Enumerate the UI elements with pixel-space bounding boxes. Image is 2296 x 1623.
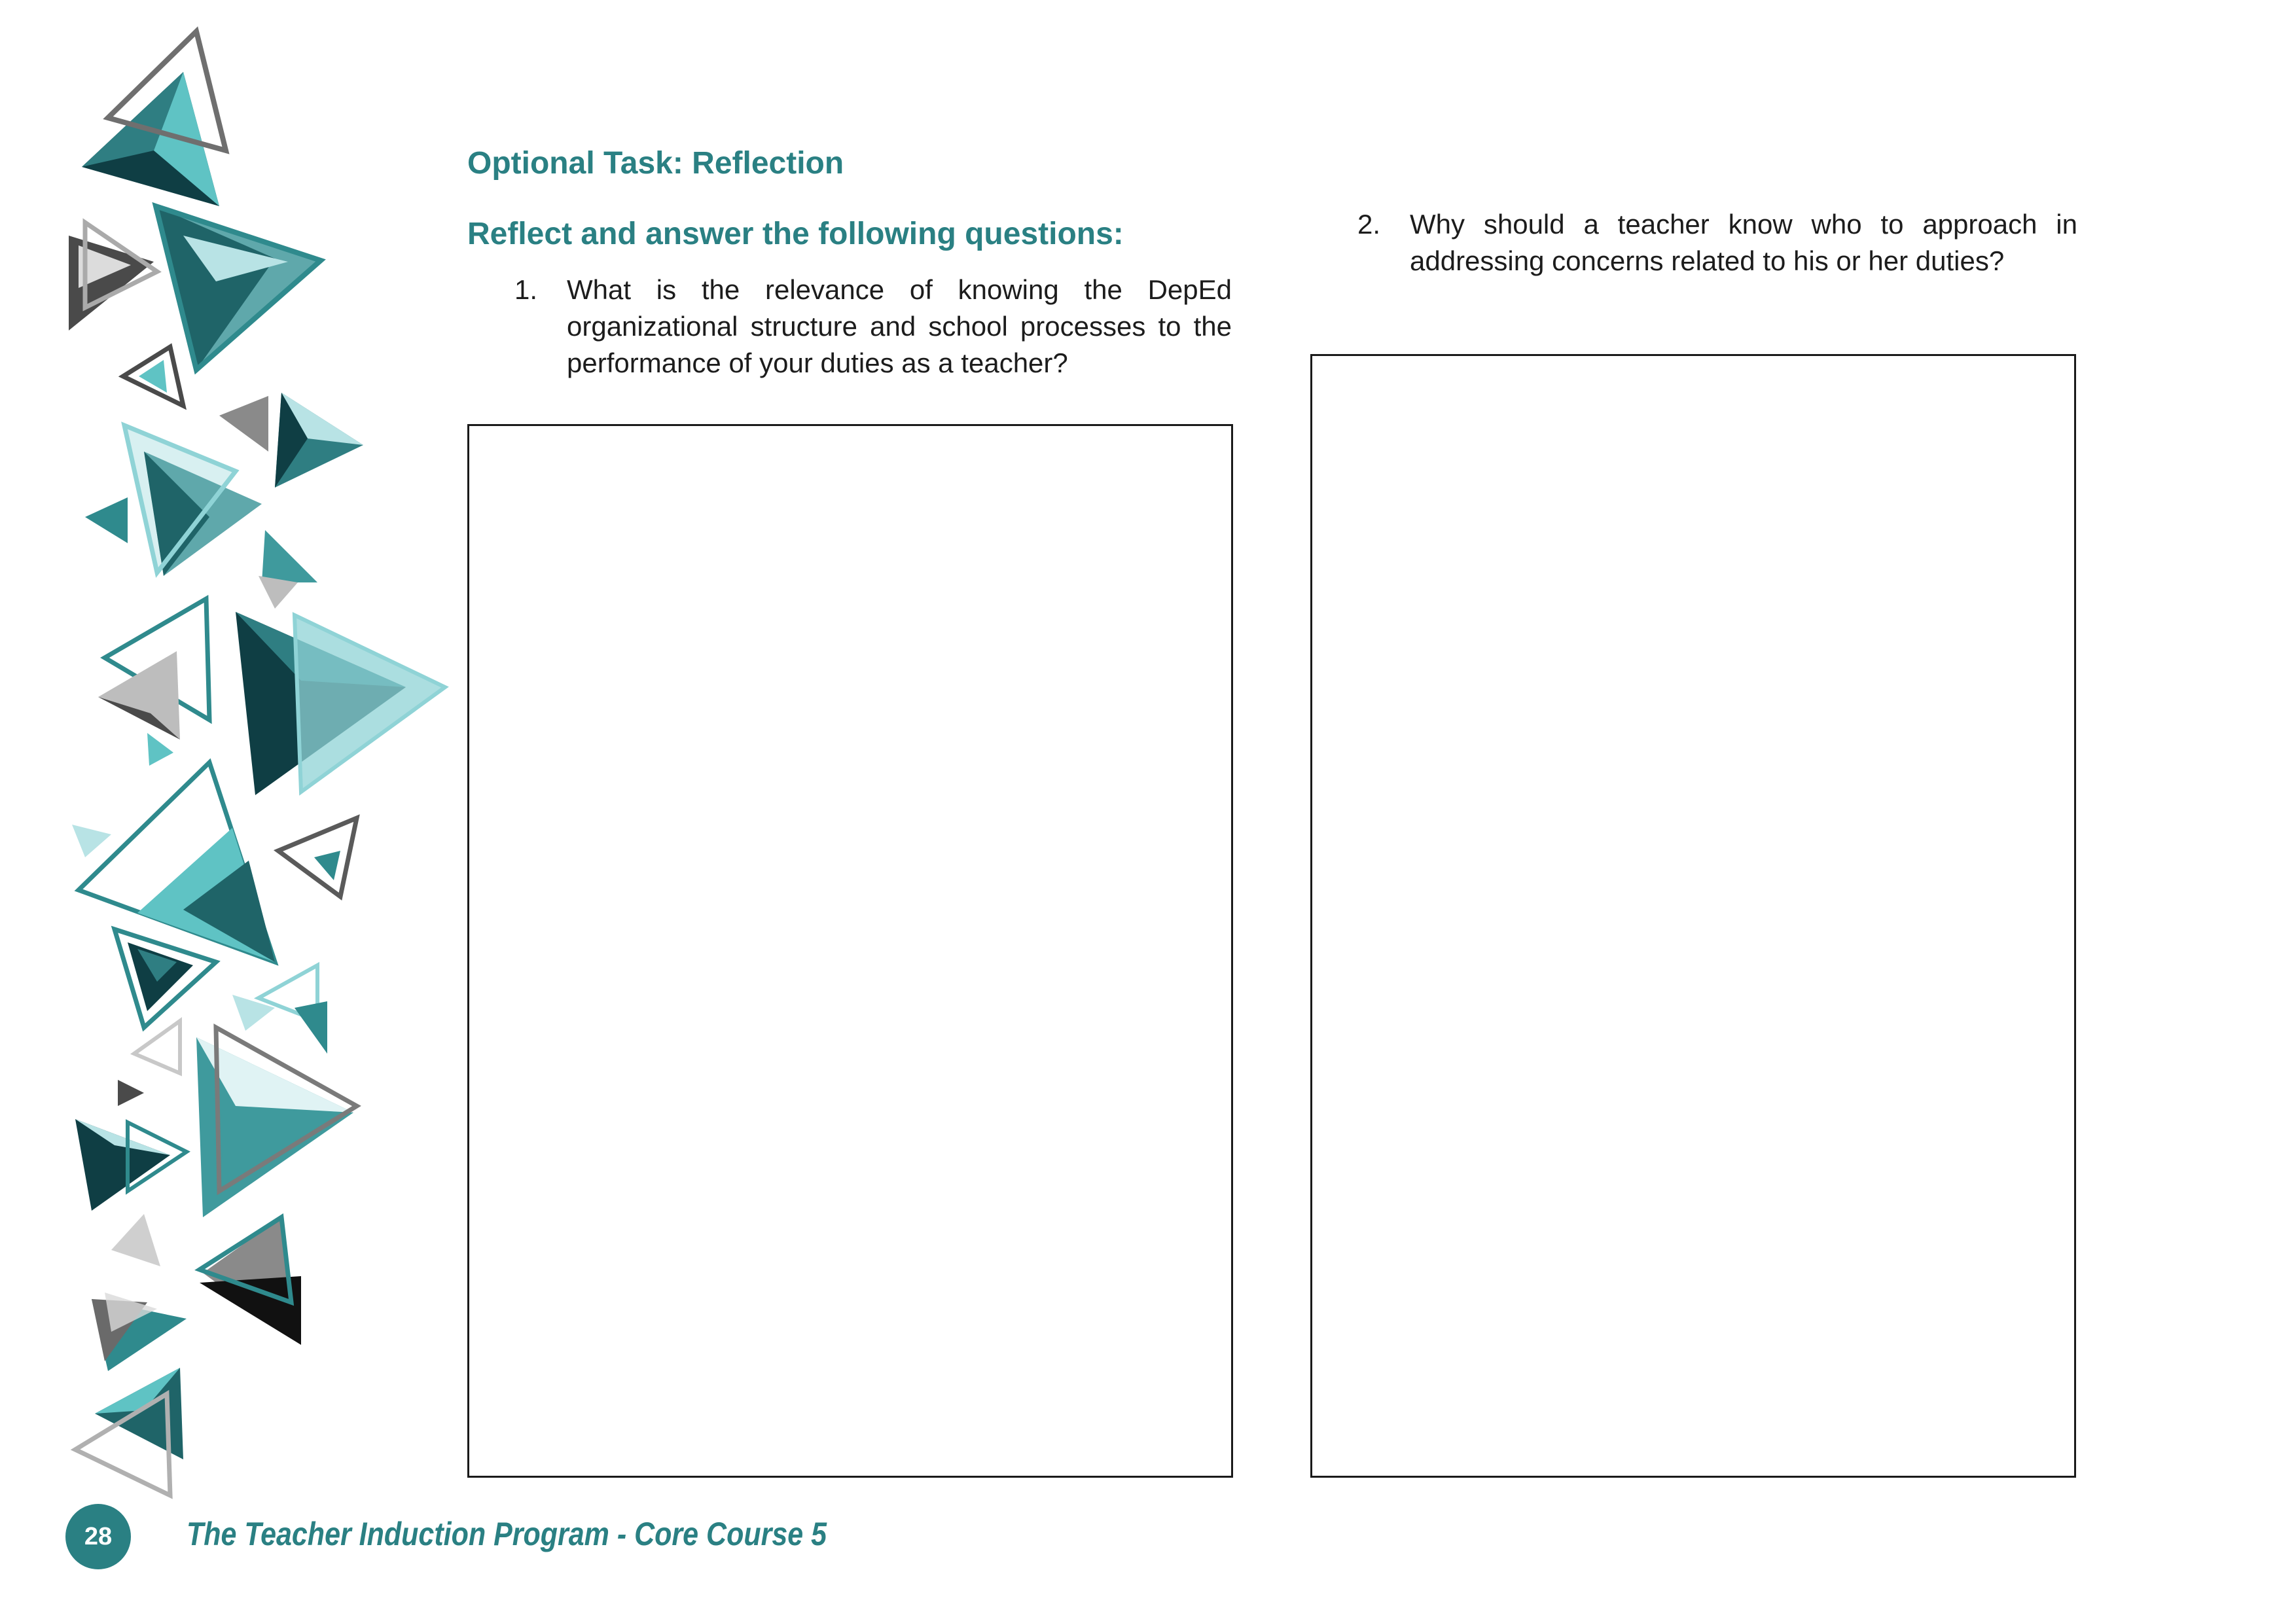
question-1 bbox=[514, 272, 1232, 382]
answer-box-question-1[interactable] bbox=[467, 424, 1233, 1478]
question-number: 1. bbox=[514, 274, 538, 305]
footer-course-title: The Teacher Induction Program - Core Course 5 bbox=[187, 1516, 827, 1552]
question-text: Why should a teacher know who to approach in addressing concerns related to his or her duties? bbox=[1410, 209, 2077, 276]
triangle-decoration-icon bbox=[0, 0, 471, 1623]
page-number: 28 bbox=[84, 1522, 113, 1550]
question-number: 2. bbox=[1357, 209, 1381, 240]
section-subtitle: Reflect and answer the following questions: bbox=[467, 217, 1124, 251]
answer-box-question-2[interactable] bbox=[1310, 354, 2076, 1478]
page-title: Optional Task: Reflection bbox=[467, 146, 844, 181]
question-2 bbox=[1357, 206, 2077, 279]
question-text: What is the relevance of knowing the DepEd organizational structure and school processes to the performance of your duties as a teacher? bbox=[567, 274, 1232, 378]
page-number-badge bbox=[65, 1504, 131, 1569]
